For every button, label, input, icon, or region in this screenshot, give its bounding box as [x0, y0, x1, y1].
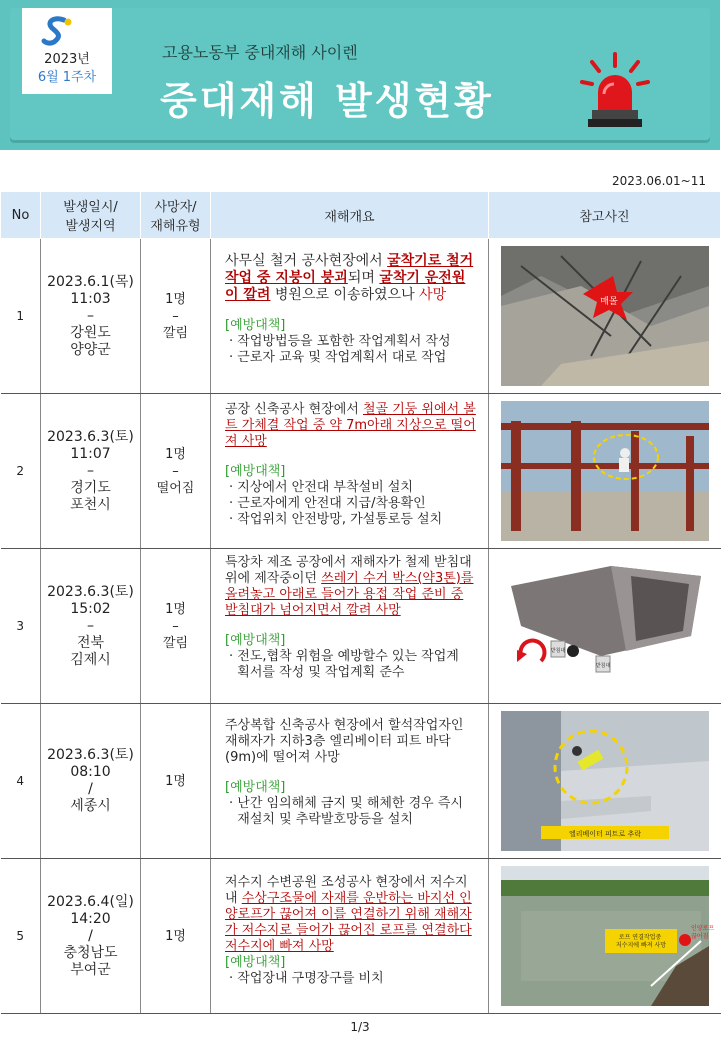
row-date-region: 2023.6.3(토) 15:02 – 전북 김제시 [41, 549, 141, 704]
prevention-title: [예방대책] [225, 955, 286, 970]
svg-text:매몰: 매몰 [600, 297, 618, 307]
row-date-region: 2023.6.3(토) 08:10 / 세종시 [41, 704, 141, 859]
svg-text:엘리베이터 피트로 추락: 엘리베이터 피트로 추락 [568, 830, 641, 838]
row-summary: 특장차 제조 공장에서 재해자가 철제 받침대 위에 제작중이던 쓰레기 수거 박스(약3톤)를 올려놓고 아래로 들어가 용접 작업 준비 중 받침대가 넘어지면서 깔려 사망 [예방대책] · 전도,협착 위험을 예방할수 있는 작업계 획서를 작성 및 작업계획 준수 [211, 549, 489, 704]
svg-text:받침대: 받침대 [595, 663, 610, 669]
col-summary: 재해개요 [211, 192, 489, 239]
header-subtitle: 고용노동부 중대재해 사이렌 [162, 43, 358, 62]
row-summary: 주상복합 신축공사 현장에서 할석작업자인 재해자가 지하3층 엘리베이터 피트 바닥(9m)에 떨어져 사망 [예방대책] · 난간 임의해체 금지 및 해체한 경우 즉시 재설치 및 추락발호망등을 설치 [211, 704, 489, 859]
prevention-title: [예방대책] [225, 780, 286, 795]
row-photo [489, 549, 721, 704]
date-range: 2023.06.01~11 [611, 174, 706, 188]
row-deaths-type: 1명 – 깔림 [141, 549, 211, 704]
table-row [1, 704, 721, 859]
page-title: 중대재해 발생현황 [160, 79, 494, 123]
row-no: 3 [1, 549, 41, 704]
photo-collection-box [501, 556, 709, 696]
table-header-row [1, 192, 721, 239]
svg-text:끊어짐: 끊어짐 [690, 933, 709, 940]
table-row [1, 859, 721, 1014]
row-date-region: 2023.6.4(일) 14:20 / 충청남도 부여군 [41, 859, 141, 1014]
prevention-title: [예방대책] [225, 464, 286, 479]
row-date-region: 2023.6.1(목) 11:03 – 강원도 양양군 [41, 239, 141, 394]
photo-collapse [501, 246, 709, 386]
row-photo [489, 859, 721, 1014]
row-deaths-type: 1명 – 떨어짐 [141, 394, 211, 549]
svg-text:인양로프: 인양로프 [690, 925, 714, 932]
prevention-title: [예방대책] [225, 633, 286, 648]
row-no: 5 [1, 859, 41, 1014]
header-banner [0, 0, 720, 155]
siren-icon [580, 50, 650, 130]
col-date-region: 발생일시/ 발생지역 [41, 192, 141, 239]
photo-elevator-pit [501, 711, 709, 851]
accident-table [0, 191, 721, 1014]
row-photo [489, 704, 721, 859]
row-deaths-type: 1명 [141, 704, 211, 859]
photo-reservoir [501, 866, 714, 1006]
week-year: 2023년 [44, 52, 90, 67]
table-row [1, 239, 721, 394]
week-number: 6월 1주차 [37, 70, 97, 85]
row-summary: 사무실 철거 공사현장에서 굴착기로 철거작업 중 지붕이 붕괴되며 굴착기 운전원이 깔려 병원으로 이송하였으나 사망 [예방대책] · 작업방법등을 포함한 작업계획서 작성 · 근로자 교육 및 작업계획서 대로 작업 [211, 239, 489, 394]
row-summary: 공장 신축공사 현장에서 철골 기둥 위에서 볼트 가체결 작업 중 약 7m아래 지상으로 떨어져 사망 [예방대책] · 지상에서 안전대 부착설비 설치 · 근로자에게 안전대 지급/착용확인 · 작업위치 안전방망, 가설통로등 설치 [211, 394, 489, 549]
svg-text:받침대: 받침대 [550, 648, 565, 654]
row-deaths-type: 1명 [141, 859, 211, 1014]
row-summary: 저수지 수변공원 조성공사 현장에서 저수지 내 수상구조물에 자재를 운반하는 바지선 인양로프가 끊어져 이를 연결하기 위해 재해자가 저수지로 들어가 끊어진 로프를 연결하다 저수지에 빠져 사망 [예방대책] · 작업장내 구명장구를 비치 [211, 859, 489, 1014]
col-no: No [1, 192, 41, 239]
table-row [1, 394, 721, 549]
row-deaths-type: 1명 – 깔림 [141, 239, 211, 394]
row-photo [489, 394, 721, 549]
row-no: 4 [1, 704, 41, 859]
table-row [1, 549, 721, 704]
logo-icon [40, 14, 80, 48]
svg-text:로프 연결작업중 저수지에 빠져: 로프 연결작업중 저수지에 빠져 사망 [615, 934, 666, 949]
col-deaths-type: 사망자/ 재해유형 [141, 192, 211, 239]
col-photo: 참고사진 [489, 192, 721, 239]
row-date-region: 2023.6.3(토) 11:07 – 경기도 포천시 [41, 394, 141, 549]
row-photo [489, 239, 721, 394]
row-no: 2 [1, 394, 41, 549]
page-number: 1/3 [350, 1020, 370, 1034]
row-no: 1 [1, 239, 41, 394]
photo-steel-frame [501, 401, 709, 541]
prevention-title: [예방대책] [225, 318, 286, 333]
